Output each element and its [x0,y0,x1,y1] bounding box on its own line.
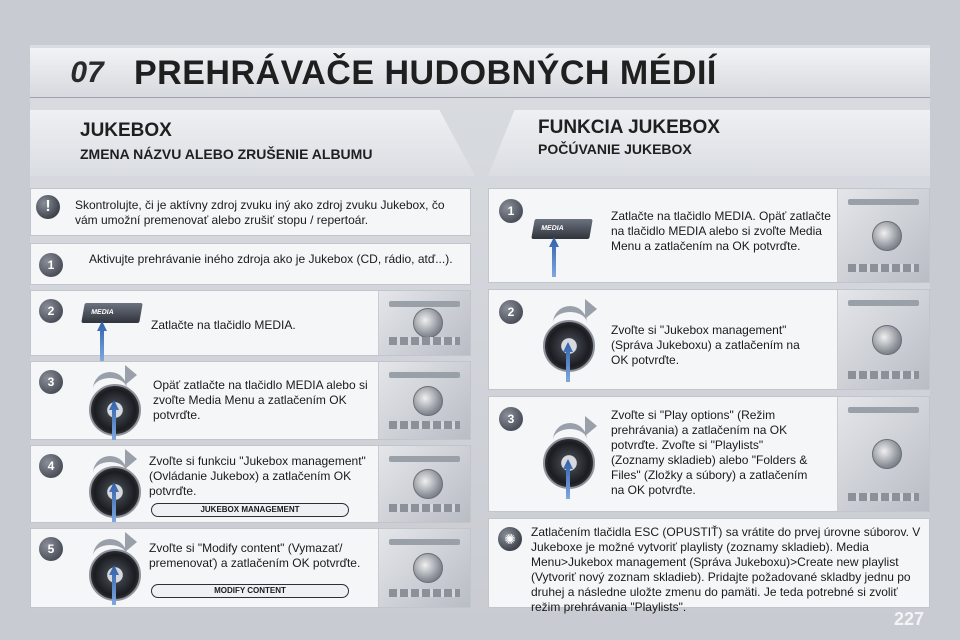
left-section-subtitle: ZMENA NÁZVU ALEBO ZRUŠENIE ALBUMU [80,146,373,162]
right-step-2 [488,289,930,390]
jukebox-management-menu-label: JUKEBOX MANAGEMENT [151,503,349,517]
tip-text: Zatlačením tlačidla ESC (OPUSTIŤ) sa vrátite do prvej úrovne súborov. V Jukeboxe je možné vytvoriť playlisty (zoznamy skladieb). Media Menu>Jukebox management (Správa Jukeboxu)>Create new playlist (Vytvoriť nový zoznam skladieb). Pridajte požadované skladby jednu po druhej a následne uložte zmenu do pamäti. Je teda potrebné si zvoliť režim prehrávania "Playlists". [531,525,921,614]
media-button-illustration: MEDIA [531,219,593,239]
step-number: 4 [39,454,63,478]
step-text: Zvoľte si "Play options" (Režim prehrávania) a zatlačením na OK potvrďte. Zvoľte si "Playlists" (Zoznamy skladieb) alebo "Folders & Files" (Zložky a súbory) a zatlačením na OK potvrďte. [611,408,808,497]
radio-panel-image [378,362,470,439]
left-step-1 [30,243,471,285]
warning-card [30,188,471,236]
radio-panel-image [837,290,929,389]
right-section-title: FUNKCIA JUKEBOX [538,117,720,138]
pointer-finger-icon [97,321,107,361]
step-number: 3 [499,407,523,431]
step-number: 2 [39,299,63,323]
radio-panel-image [378,446,470,522]
step-number: 1 [39,253,63,277]
left-step-2 [30,290,471,356]
radio-panel-image [837,189,929,282]
warning-text: Skontrolujte, či je aktívny zdroj zvuku iný ako zdroj zvuku Jukebox, čo vám umožní premenovať alebo zrušiť stopu / repertoár. [75,198,445,227]
right-section-subtitle: POČÚVANIE JUKEBOX [538,141,692,157]
step-number: 5 [39,537,63,561]
radio-panel-image [378,529,470,607]
step-number: 2 [499,300,523,324]
left-section-title: JUKEBOX [80,120,172,141]
left-step-3 [30,361,471,440]
step-text: Zvoľte si "Modify content" (Vymazať/ premenovať) a zatlačením OK potvrďte. [149,541,361,570]
right-step-3 [488,396,930,512]
left-step-5 [30,528,471,608]
step-text: Zvoľte si funkciu "Jukebox management" (Ovládanie Jukebox) a zatlačením OK potvrďte. [149,454,366,498]
gear-icon: ✺ [498,527,522,551]
step-number: 1 [499,199,523,223]
radio-panel-image [378,291,470,355]
step-number: 3 [39,370,63,394]
pointer-finger-icon [549,237,559,277]
step-text: Opäť zatlačte na tlačidlo MEDIA alebo si zvoľte Media Menu a zatlačením OK potvrďte. [153,378,368,422]
media-button-illustration: MEDIA [81,303,143,323]
step-text: Zatlačte na tlačidlo MEDIA. Opäť zatlačte na tlačidlo MEDIA alebo si zvoľte Media Menu a zatlačením na OK potvrďte. [611,209,831,253]
step-text: Aktivujte prehrávanie iného zdroja ako je Jukebox (CD, rádio, atď...). [89,252,453,266]
page-title: PREHRÁVAČE HUDOBNÝCH MÉDIÍ [134,54,717,92]
warning-icon: ! [36,195,60,219]
left-step-4 [30,445,471,523]
radio-panel-image [837,397,929,511]
step-text: Zvoľte si "Jukebox management" (Správa Jukeboxu) a zatlačením na OK potvrďte. [611,323,800,367]
right-step-1 [488,188,930,283]
modify-content-menu-label: MODIFY CONTENT [151,584,349,598]
tip-card [488,518,930,614]
page-number: 227 [893,609,924,629]
step-text: Zatlačte na tlačidlo MEDIA. [151,318,296,332]
chapter-number: 07 [70,56,104,89]
